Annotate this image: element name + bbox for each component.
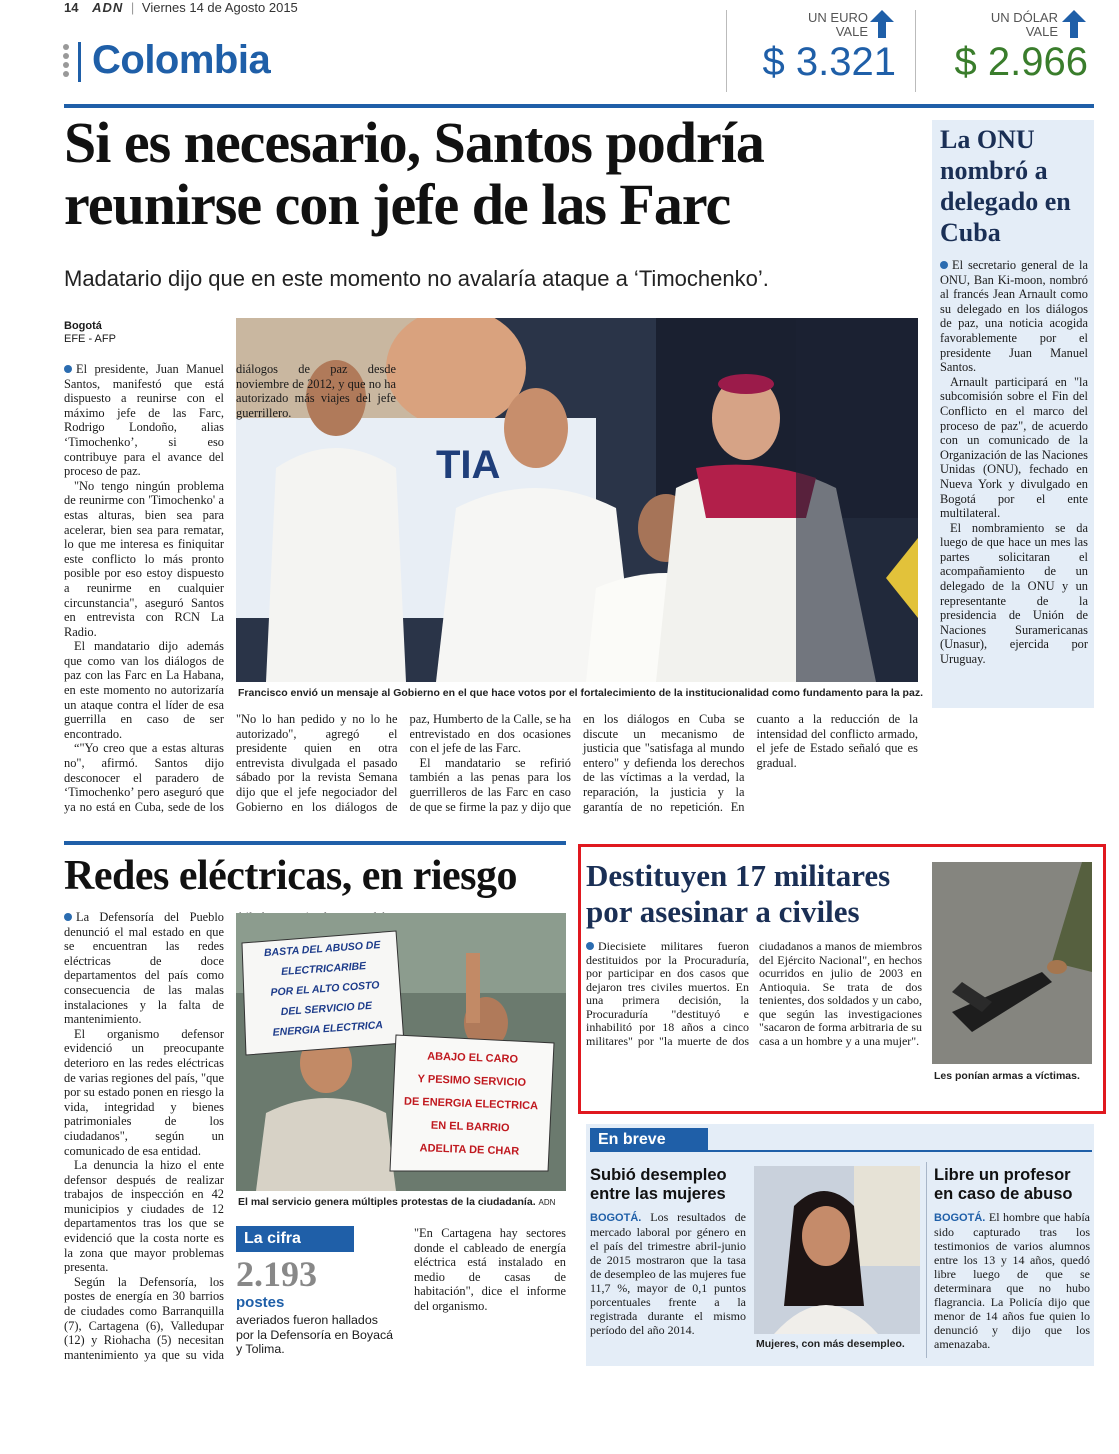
redes-photo [236,913,566,1191]
militares-photo-caption: Les ponían armas a víctimas. [934,1070,1080,1082]
cifra-label: La cifra [236,1226,354,1252]
breve-story2-text: BOGOTÁ. El hombre que había sido capturado tras los testimonios de varios alumnos entre los 13 y 14 años, quedó libre luego de que se determinara que no hubo flagrancia. La Policía dijo que menor de 14 años fue quien lo denunció y dijo que los amenazaba. [934,1210,1091,1351]
militares-text: Diecisiete militares fueron destituidos por la Procuraduría, por participar en dos casos que dejaron tres civiles muertos. En una primera decisión, la Procuraduría "destituyó e inhabilitó por 18 años a cinco militares" por "la muerte de dos ciudadanos a manos de miembros del Ejército Nacional", en hechos ocurridos en julio de 2003 en Antioquia. Se trata de dos tenientes, dos soldados y un cabo, que según las investigaciones "sacaron de forma arbitraria de su casa a un hombre y a una mujer". [586,939,922,1048]
redes-photo-caption: El mal servicio genera múltiples protestas de la ciudadanía. ADN [238,1196,556,1208]
arrow-up-icon [870,10,894,38]
bullet-icon [64,913,72,921]
redes-col-1: La Defensoría del Pueblo denunció el mal estado en que se encuentran las redes eléctricas de doce departamentos del país como consecuencia de las malas instalaciones y la falta de mantenimiento. El organismo defensor evidenció un preocupante deterioro en las redes eléctricas de varias regiones del país, "que por su estado ponen en riesgo la vida, integridad y bienes patrimoniales de los ciudadanos", según un comunicado de esa entidad. La denuncia la hizo el ente defensor después de realizar trabajos de inspección en 42 municipios y ciudades de 12 departamentos tras los que se evidenció que la costa norte es la zona que mayor problemas presenta. Según la Defensoría, los postes de energía en 30 barrios de ciudades como Barranquilla (7), Cartagena (6), Valledupar (12) y Riohacha (5) necesitan mantenimiento ya que su vida [64,910,224,1362]
breve-story2-title: Libre un profesor en caso de abuso [934,1166,1073,1203]
breve-photo-caption: Mujeres, con más desempleo. [756,1338,905,1350]
militares-photo [932,862,1092,1064]
militares-headline: Destituyen 17 militares por asesinar a civiles [586,858,891,929]
sidebar-headline: La ONU nombró a delegado en Cuba [940,125,1071,247]
euro-value: $ 3.321 [762,40,896,84]
main-left-column: El presidente, Juan Manuel Santos, manifestó que está dispuesto a reunirse con el máximo jefe de las Farc, Rodrigo Londoño, alias ‘Timochenko’, si eso contribuye para el avance del proceso de paz. "No tengo ningún problema de reunirme con 'Timochenko' a estas alturas, bien sea para acelerar, bien sea para rematar, lo que me interesa es finiquitar este conflicto lo más pronto posible por eso estoy dispuesto a reunirme en cualquier circunstancia", aseguró Santos en entrevista con RCN La Radio. El mandatario dijo además que como van los diálogos de paz con las Farc en La Habana, en este momento no autorizaría un ataque contra el líder de esa guerrilla en caso de ser encontrado. “"Yo creo que a estas alturas no", afirmó. Santos dijo desconocer el paradero de ‘Timochenko’ pero aseguró que ya no está en Cuba, sede de los diálogos de paz desde noviembre de 2012, y que no ha autorizado más viajes del jefe guerrillero. [64,362,396,814]
arrow-up-icon [1062,10,1086,38]
dollar-value: $ 2.966 [954,40,1088,84]
dollar-rate [925,10,1090,90]
dollar-label-2: VALE [1025,24,1058,39]
breve-photo [754,1166,920,1334]
dateline-city: Bogotá [64,320,102,332]
breve-story1-text: BOGOTÁ. Los resultados de mercado laboral por género en el país del trimestre abril-junio de 2015 mostraron que la tasa de desempleo de las mujeres fue 11,7 %, mayor de 0,1 puntos porcentuales frente a la registrada durante el mismo período del año 2014. [590,1210,746,1337]
section-title: Colombia [92,38,271,82]
main-bottom-columns: "No lo han pedido y no lo he autorizado", agregó el presidente quien en otra entrevista divulgada el pasado sábado por la revista Semana dijo que el jefe negociador del Gobierno en los diálogos de paz, Humberto de la Calle, se ha entrevistado en dos ocasiones con el jefe de las Farc. El mandatario se refirió también a las penas para los guerrilleros de las Farc en caso de que se firme la paz y dijo que en los diálogos en Cuba se discute un mecanismo de justicia que "satisfaga al mundo entero" y defienda los derechos de las víctimas a la verdad, la reparación, la justicia y la garantía de no repetición. En cuanto a la reducción de la intensidad del conflicto armado, el jefe de Estado señaló que es gradual. [236,712,918,814]
protest-sign-left: BASTA DEL ABUSO DE ELECTRICARIBE POR EL ALTO COSTO DEL SERVICIO DE ENERGIA ELECTRICA [263,939,384,1039]
section-dots-icon [63,44,69,80]
protest-sign-right: ABAJO EL CARO Y PESIMO SERVICIO DE ENERGIA ELECTRICA EN EL BARRIO ADELITA DE CHAR [403,1050,539,1158]
euro-rate [740,10,900,90]
bullet-icon [64,365,72,373]
dollar-label: UN DÓLAR [990,10,1058,25]
page-number: 14 [64,0,79,15]
dateline-agency: EFE - AFP [64,333,116,345]
page-header: 14 ADN | Viernes 14 de Agosto 2015 [64,0,298,15]
bullet-icon [940,261,948,269]
breve-story1-title: Subió desempleo entre las mujeres [590,1166,727,1203]
photo-credit: ADN [538,1198,556,1207]
cifra-unit: postes [236,1294,285,1311]
brand-logo: ADN [92,0,124,15]
main-headline: Si es necesario, Santos podría reunirse con jefe de las Farc [64,110,764,237]
cifra-text: averiados fueron hallados por la Defensoría en Boyacá y Tolima. [236,1313,394,1357]
euro-label-2: VALE [835,24,868,39]
cifra-number: 2.193 [236,1254,317,1294]
issue-date: Viernes 14 de Agosto 2015 [141,0,298,15]
redes-col-3: "En Cartagena hay sectores donde el cableado de energía eléctrica está instalado en medio de casas de habitación", dice el informe del organismo. [414,1226,566,1313]
breve-label: En breve [590,1128,708,1152]
euro-label: UN EURO [808,10,868,25]
header-rule [64,104,1094,108]
bullet-icon [586,942,594,950]
photo-banner-text: TIA [436,443,501,487]
dateline [64,320,224,346]
cifra-box [236,1226,402,1376]
main-subhead: Madatario dijo que en este momento no avalaría ataque a ‘Timochenko’. [64,266,769,291]
redes-headline: Redes eléctricas, en riesgo [64,853,517,899]
sidebar-text: El secretario general de la ONU, Ban Ki-moon, nombró al francés Jean Arnault como su delegado en los diálogos de paz, una noticia acogida favorablemente por el presidente Juan Manuel Santos. Arnault participará en "la subcomisión sobre el Fin del Conflicto en el marco del proceso de paz", de acuerdo con un comunicado de la Organización de las Naciones Unidas (ONU), fechado en Nueva York y divulgado en Bogotá por el ente multilateral. El nombramiento se da luego de que hace un mes las partes solicitaran el acompañamiento de un delegado de la ONU y un representante de la presidencia de Unión de Naciones Suramericanas (Unasur), ejercida por Uruguay. [940,258,1088,667]
main-photo-caption: Francisco envió un mensaje al Gobierno en el que hace votos por el fortalecimiento de la institucionalidad como fundamento para la paz. [238,687,923,699]
